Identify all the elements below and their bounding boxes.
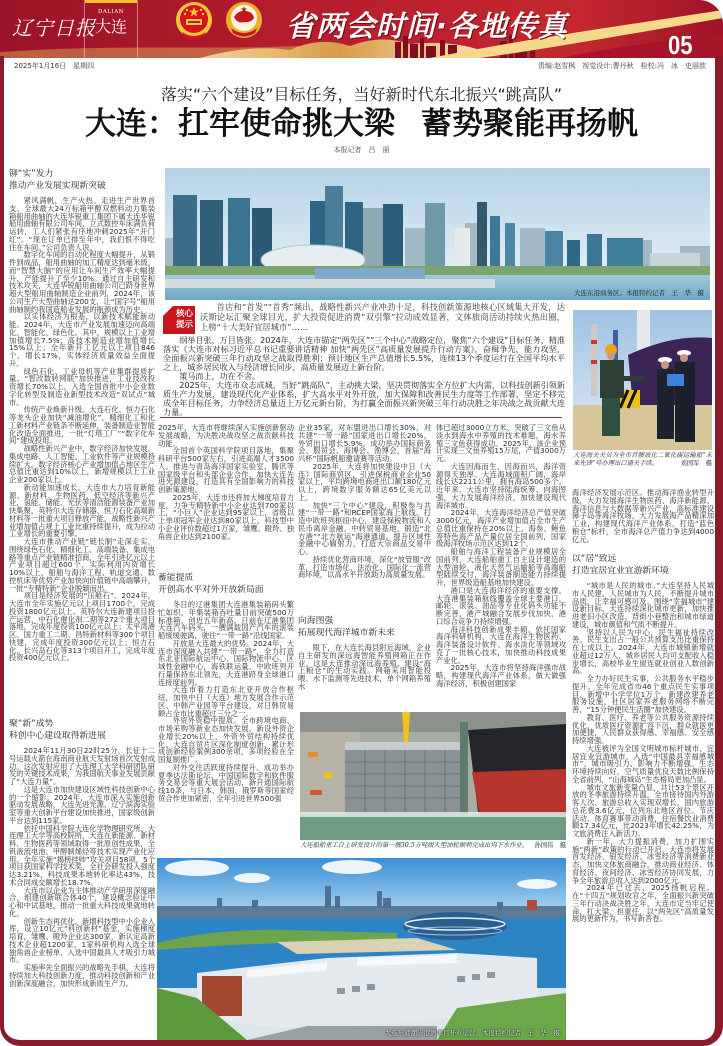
subhead-line: 向海图强 xyxy=(298,616,334,626)
paragraph: 持续优化营商环境，深化“放管服”改革，打造市场化、法治化、国际化一流营商环境，以高水平开放助力高质量发展。 xyxy=(298,554,431,580)
shipyard-image xyxy=(300,712,566,840)
photo-caption xyxy=(573,452,712,468)
paragraph: “城市是人民的城市。”大连坚持人民城市人民建、人民城市为人民，不断提升城市品质，让幸福可感可及。围绕“幸福城市”建设新目标，大连持续深化城市更新，加快推进老旧小区改造、背街小巷整治和城市绿道建设，城市颜值和气质不断提升。 xyxy=(572,581,714,629)
photo-caption xyxy=(574,289,704,297)
photo-credit: 本报特约记者 王 华 摄 xyxy=(482,1029,560,1037)
edition-tab xyxy=(85,0,137,3)
caption-text: 大连东港潮汐港湾项目开业运营。 xyxy=(384,1029,482,1037)
photo-customs-officers xyxy=(573,310,712,450)
section-subhead xyxy=(9,718,155,742)
caption-text: 大连船舶重工自主研发设计的第一艘30.5万吨级大型油轮顺利完成出坞下水作业。 xyxy=(300,842,529,849)
terminal-roof xyxy=(315,268,425,279)
paragraph: 大连因海而生、因海而兴，海洋资源得天独厚。大连海域面积广阔，海岸线长达2211公里，拥有海岛500多个。近年来，大连市坚持陆海统筹、向海图强，大力发展海洋经济，加快建设现代海洋城市。 xyxy=(436,461,566,510)
headline-part-1: 大连：扛牢使命挑大梁 xyxy=(85,106,395,142)
headline-kicker: 落实“六个建设”目标任务，当好新时代东北振兴“跳高队” xyxy=(160,85,563,104)
newspaper-masthead: 辽宁日报 xyxy=(12,16,96,40)
subhead-line: 开创高水平对外开放新局面 xyxy=(158,585,264,595)
subhead-line: 打造宜居宜业宜游新环境 xyxy=(572,566,669,576)
subhead-line: 铆“实”发力 xyxy=(9,169,54,179)
edition-name: 大连 xyxy=(94,17,127,36)
core-tip-badge xyxy=(163,306,195,334)
hull-block xyxy=(345,742,465,814)
section-divider xyxy=(160,417,562,418)
cppcc-emblem-icon xyxy=(224,0,264,40)
paragraph: 外贸外资稳中提质。全市跨境电商、市场采购等新业态加快发展，新设外资企业增长20%以上，外资外贸结构持续优化。大连自贸片区深化制度创新，累计形成创新经验案例300余项，多项经验在全国复制推广。 xyxy=(158,716,294,764)
paragraph: 海洋科技创新成果丰硕。依托国家海洋科研机构，大连在海洋生物医药、海洋装备设计软件、海水淡化等领域攻克了一批核心技术，加快推动科技成果产业化。 xyxy=(436,624,566,665)
customs-image xyxy=(573,310,712,450)
paragraph: 全力办好民生实事，公共服务水平稳步提升。全年完成省市46个重点民生实事项目，新增中小学学位1万个，新建改建养老服务设施，社区居家养老服务网络不断完善，“15分钟便民生活圈”加快建设。 xyxy=(572,674,714,714)
paragraph: 大连市推动产业链“链长制”走深走实，围绕绿色石化、精细化工、高端装备、集成电路等重点产业链精准招商，全年引进亿元以上产业项目超过600个，实际利用内资增长10%以上，船舶与海洋工程、轨道交通、数控机床等优势产业加快向价值链中高端攀升，一批“专精特新”企业脱颖而出。 xyxy=(9,537,155,593)
lede-paragraph: 2025年，大连市众志成城，当好“跳高队”，主动挑大梁，坚决贯彻落实全方位扩大内需，以科技创新引领新质生产力发展，建设现代化产业体系，扩大高水平对外开放，加大保障和改善民生力度等工作部署，坚定不移完成全年目标任务，力争经济总量迈上万亿元新台阶，为打赢全面振兴新突破三年行动决胜之年决战之战贡献大连力量。 xyxy=(163,379,565,417)
edition-box xyxy=(84,0,138,58)
column-2-bottom xyxy=(158,570,294,850)
paragraph: 港口是大连海洋经济的重要支撑。大连港集装箱航线覆盖全球主要港口，邮轮、滚装、油品等专业化码头功能不断完善，港产城融合发展步伐加快，港口综合竞争力持续增强。 xyxy=(436,585,566,626)
photo-waterfront-complex xyxy=(157,858,566,1040)
paragraph: 传统产业焕新升级。大连石化、恒力石化等龙头企业加快“减油增化”，精细化工和化工新材料产业链条不断延伸，装备制造业智能化改造全面推进，一批“灯塔工厂”“数字化车间”建成投用。 xyxy=(9,405,155,446)
waterfront-image xyxy=(157,858,566,1040)
photo-credit: 本报特约记者 王 华 摄 xyxy=(626,289,704,297)
paragraph: 2025年，大连市还将加大梯度培育力度，力争专精特新中小企业达到700家以上，“小巨人”企业达到95家以上，省级以上单项冠军企业达到80家以上，科技型中小企业评价数超过1万家，雏鹰、瞪羚、独角兽企业达到2100家。 xyxy=(158,492,294,541)
page-banner xyxy=(0,0,723,58)
article-lede xyxy=(163,336,565,417)
paragraph: 教育、医疗、养老等公共服务资源持续优化，优质医疗资源扩容下沉，群众就医更加便捷，人民群众获得感、幸福感、安全感持续增强。 xyxy=(572,712,714,745)
paragraph: 加快“三个中心”建设，积极参与共建“一带一路”和RCEP国家海上航线。打造中欧班列枢纽中心，建设保税物流和人民币离岸金融、中转贸易基地，锻造“北方港”“北方航运”海港通道。提升区域性金融中心辐射力，打造大宗商品交易中心。 xyxy=(298,500,431,556)
section-subhead xyxy=(9,168,155,192)
photo-business-district xyxy=(165,168,710,300)
subhead-line: 聚“新”成势 xyxy=(9,719,54,729)
paragraph: 2024年11月30日22时25分，长征十二号运载火箭在海南商业航天发射场首次发射成功。这次发射应用了大连理工大学科研团队研发的关键技术成果，为我国航天事业发展贡献了“大连力量”。 xyxy=(9,746,155,786)
core-tip-text: 首店和“首发”“首秀”频出，战略性新兴产业冲劲十足，科技创新策源地核心区域集大开发，达沃斯论坛汇聚全球目光，扩大投资促进消费“双引擎”拉动成效显著，文体旅商活动持续火热出圈，上榜“十大美好宜居城市”…… xyxy=(200,302,565,332)
subhead-line: 以“居”致远 xyxy=(572,554,617,564)
paragraph: 2025年，大连市将继续深入实施创新驱动发展战略，为决胜决战攻坚之战贡献科技动能。 xyxy=(158,424,294,448)
column-1-top xyxy=(9,166,155,712)
photo-shipyard xyxy=(300,712,566,840)
paragraph: 创新生态再优化。新增科技型中小企业入库，设立10亿元“科创新材”基金，实施梯度培育，雏鹰、瞪羚企业达300家，新认定高新技术企业超1200家，1家科研机构入选全球独角兽企业榜单，入选中国最具人才吸引力城市。 xyxy=(9,916,155,965)
skyline-image xyxy=(165,168,710,300)
paragraph: 绿色石化、工业母机等产业集群提质扩量。“智改数转网联”加快推进，工业技改投资增长70%以上，入选全国首批中小企业数字化转型及制造业新型技术改造“双试点”城市。 xyxy=(9,366,155,407)
paragraph: 新一年，大力提振消费，加力扩围实施“两新”政策的行动已开启。大连市将发展首发经济、银发经济、冰雪经济等消费新业态，加快文体旅商融合，推动商业经济、体育经济、夜间经济、冰雪经济协同发展，力争全年旅游总收入达到2000亿元。 xyxy=(572,836,714,885)
column-4 xyxy=(436,424,566,710)
paragraph: 眼下，在大连长海县附近海域，企业自主研发的深远海智能养殖网箱正在作业。这是大连推动深远海养殖、建设“海上粮仓”的生动实践。网箱采用智能投喂、水下监测等先进技术，单个网箱养殖水 xyxy=(298,643,431,691)
column-2-top xyxy=(158,424,294,569)
paragraph: 体已超过3000立方米，突破了三文鱼从淡水到海水中养殖的技术难题，海水养殖三文鱼获得成功。2025年，该企业预计实现三文鱼养殖15万尾，产值3000万元。 xyxy=(436,424,566,463)
column-1-bottom xyxy=(9,716,155,1036)
section-subhead xyxy=(572,553,714,577)
paragraph: 这是大连市加快建设区域性科技创新中心的一个缩影。2024年，大连市深入实施创新驱动发展战略，大连先进光源、辽宁滨海实验室等重大创新平台建设加快推进，国家级创新平台达到115家。 xyxy=(9,784,155,825)
paragraph: 项目是经济发展的“压舱石”。2024年，大连市全年实施亿元以上项目1700个，完成投资1800亿元以上。英特尔大连新建项目投产运营，中石化催化剂二期等272个重大项目落地，完成年度投资100亿元以上；太平湾港区、国力重工二期、昌特新材料等300个项目快建，完成年度投资300亿元以上；恒力石化、长兴岛石化等313个项目开工，完成年度投资400亿元以上。 xyxy=(9,591,155,663)
core-tip-label-bottom: 提示 xyxy=(175,320,193,330)
paragraph: 依托中国科学院大连化学物理研究所、大连理工大学等高校院所，大连在新能源、新材料、生物医药等领域取得一批原创性成果，全钒液流电池、甲醇制烯烃等技术实现产业化应用。全年实施“揭榜挂帅”攻关项目58项，5个项目获国家科学技术奖，全社会研发投入强度达3.21%，科技成果本地转化率达43%，技术合同成交额增长18.7%。 xyxy=(9,823,155,887)
paragraph: 全国首个英国科学院项目落地，集聚科研平台500家左右，引进高端人才3500人。推进与青岛海洋国家实验室、腾讯等国家级平台和头部企业合作，加快大连先进光源建设，打造具有全国影响力的科技创新策源地。 xyxy=(158,446,294,494)
paragraph: 战略性新兴产业中，数字经济加快发展，集成电路、人工智能、工业软件等产业规模持续扩大，数字经济核心产业增加值占地区生产总值比重达到10%以上，新增规模以上工业企业200家以上。 xyxy=(9,444,155,484)
paragraph: 以实体经济为根基，以新技术赋能新动能。2024年，大连市产业发展加速迈向高端化、智能化、绿色化。其中，规模以上工业增加值增长7.5%；高技术制造业增加值增长15%以上；全年新开工亿元以上项目846个、增长17%，实体经济质量效益全面提升。 xyxy=(9,312,155,368)
headline-part-2: 蓄势聚能再扬帆 xyxy=(421,106,638,142)
caption-text: 大连海关关员为全市首艘液化二氧化碳运输船“未来先锋”号办理出口通关手续。 xyxy=(573,452,712,468)
issue-date: 2025年1月16日 星期四 xyxy=(14,62,95,70)
paragraph: 2024年，大连海洋经济总产值突破3000亿元，海洋产业增加值占全市生产总值比重保持在20%以上。海参、鲍鱼等特色海产品产量位居全国前列，国家级海洋牧场示范区达到12个。 xyxy=(436,508,566,549)
section-subhead xyxy=(298,615,431,639)
photo-credit: 孙国伟 摄 xyxy=(534,842,566,849)
paragraph: 大连市着力打造东北亚开放合作枢纽，加快中日（大连）地方发展合作示范区、中韩产业园等平台建设，对日韩贸易额占全市比重超过三分之一。 xyxy=(158,685,294,718)
paragraph: 海洋经济发展示范区。推动海洋渔业转型升级，大力发展海洋生物医药、海洋新能源、海洋信息与大数据等新兴产业，高标准建设獐子岛等海洋牧场，大力发展海产品精深加工业，构建现代海洋产业体系，打造“蓝色粮仓”标杆，全市海洋总产值力争达到4000亿元。 xyxy=(572,489,714,544)
paragraph: 2025年，大连将加快建设中日（大连）国际商贸区，引进保税商业企业50家以上，平均跨境电商进出口额180亿元以上，跨境数字服务额达65亿美元以上。 xyxy=(298,461,431,502)
column-3-top xyxy=(298,424,431,612)
paragraph: 大连市以企业为主体推动产学研用深度融合，组建创新联合体40个，建设概念验证中心和中试基地，推动一批重大科技成果就地转化。 xyxy=(9,885,155,918)
lede-paragraph: 策马而上，功在不舍。 xyxy=(179,370,261,381)
lede-paragraph: 纲举目张，万目皆张。2024年，大连市锚定“两先区”“三个中心”战略定位，聚焦“六个建设”目标任务，精准落实《大连市对标习近平总书记重要讲话精神 加快“两先区”高质量发展提升行动方案》，奋楫争先，能力攻坚，全面振兴新突破三年行动攻坚之战取得胜利；预计地区生产总值增长5.5%，连续13个季度运行在全国平均水平之上，城乡居民收入与经济增长同步，高质量发展迈上新台阶。 xyxy=(163,335,565,372)
paragraph: 2024年已过去，2025扬帆启程。在“十四五”规划收官之年，全面振兴新突破三年行动决战决胜之年，大连市定当牢记使命，扛大梁、担重任，以“两先区”高质量发展的更新作为，书写新答卷。 xyxy=(572,883,714,924)
paragraph: 大连被评为全国文明城市标杆城市、宜居宜业宜游城市，入选“中国最具幸福感城市”，城市吸引力、影响力不断增强。生态环境持续向好，空气质量优良天数比例保持全省前列，“山海城岛”生态格局更加凸显。 xyxy=(572,743,714,784)
editor-credits: 责编:赵雪枫 视觉设计:曹丹秋 检校:冯 冰 史丽歆 xyxy=(537,62,706,70)
edition-english: DALIAN xyxy=(98,9,124,15)
page-number: 05 xyxy=(668,30,693,58)
column-3-bottom xyxy=(298,613,431,710)
paragraph: 2025年，大连市将坚持海洋强市战略，构建现代海洋产业体系，做大做强海洋经济，积极创建国家 xyxy=(436,663,566,688)
paragraph: 对外交往活跃度持续提升。成功举办夏季达沃斯论坛、中国国际数字和软件服务交易会等重大展会活动，新开通国际航线10条，与日本、韩国、俄罗斯等国家经贸合作更加紧密，全年引进世界500强 xyxy=(158,762,294,803)
photo-caption xyxy=(300,842,566,850)
paragraph: 企业35家，对东盟进出口增长30%，对共建“一带一路”国家进出口增长20%，外贸出口增长5.9%。成功举办国际商务会、服贸会、海博会、渔博会，首届“海兴杯”国际帆船邀请赛等活动。 xyxy=(298,424,431,463)
paragraph: 开放是大连最大的优势。2024年，大连市深度融入共建“一带一路”，全力打造东北亚国际航运中心、国际物流中心、区域性金融中心，海铁联运量、中欧班列开行量保持东北领先，大连港跻身全球港口连接度前列。 xyxy=(158,638,294,687)
subhead-line: 拓展现代海洋城市新未来 xyxy=(298,628,395,638)
national-emblem-icon xyxy=(174,0,214,40)
caption-text: 大连东港商务区。 xyxy=(574,289,626,297)
core-tip-label-top: 核心 xyxy=(175,309,193,319)
photo-credit: 刘国军 摄 xyxy=(680,460,712,468)
photo-caption xyxy=(385,1029,561,1037)
byline: 本报记者 吕 丽 xyxy=(333,146,390,154)
officer-figures xyxy=(657,350,695,442)
pier xyxy=(165,279,495,288)
column-5-bottom xyxy=(572,551,714,1034)
section-subhead xyxy=(158,572,294,596)
subhead-line: 科创中心建设取得新进展 xyxy=(9,731,106,741)
paragraph: 坚持以人民为中心，民生福祉持续改善。民生支出占一般公共预算支出比重保持在七成以上。2024年，大连市城镇新增就业超过12万人，城乡居民人均可支配收入稳步增长，高校毕业生留连就业创业人数创新高。 xyxy=(572,627,714,676)
paragraph: 新动能加速成长。大连市大力培育新能源、新材料、生物医药、低空经济等新兴产业，氢能、储能、光伏等清洁能源装备产业加快集聚，英特尔大连存储器、恒力石化高端新材料等一批重大项目释放产能，战略性新兴产业增加值占规上工业比重持续提升，成为拉动工业增长的重要引擎。 xyxy=(9,482,155,539)
tree-line xyxy=(165,266,710,275)
subhead-line: 推动产业发展实现新突破 xyxy=(9,181,106,191)
paragraph: 实施率先全面振兴的战略先手棋，大连将持续加大科技创新力度，推动科技创新和产业创新深度融合，加快形成新质生产力。 xyxy=(9,963,155,988)
paragraph: 紧风满帆，生产火热。走进生产世界首支、全球最大24万标箱甲醇双燃料动力集装箱船用曲轴的大连华锐重工集团下属大连华锐船用曲轴有限公司车间，立式数控车床满负荷运转，工人们紧张有序地冲刺2025年“开门红”。“现在订单已排至年中，我们恨不得吃住在车间。”公司负责人说。 xyxy=(9,196,155,252)
main-headline xyxy=(0,105,723,143)
column-5-top xyxy=(572,489,714,549)
paragraph: 船舶与海洋工程装备产业规模居全国前列，大连船舶重工自主设计建造的大型油轮、液化天然气运输船等高端船型陆续交付，海洋装备制造能力持续提升，世界级造船基地加快建设。 xyxy=(436,547,566,587)
paragraph: 城市文旅新变量凸显，共计53个景区开放的冬季旅游持续升温，全市接待国内外游客人次、旅游总收入实现双增长，国内旅游总花费3.6亿元，位列东北地区首位。节庆活动、体育赛事带动消费，住宿餐饮业消费额17.34亿元，比2023年增长42.25%，为文旅消费注入新活力。 xyxy=(572,782,714,838)
paragraph: 冬日的辽港集团大连港集装箱码头繁忙如织，年集装箱吞吐量目前突破500万标准箱，创近五年新高。日前在辽港集团大连汽车码头，一艘满载国产汽车的滚装船缓缓驶离，驶往“一带一路”沿线国家。 xyxy=(158,600,294,640)
section-title: 省两会时间·各地传真 xyxy=(286,9,569,43)
subhead-line: 蓄能提质 xyxy=(158,573,194,583)
paragraph: 数字化车间的自动化程度大幅提升，从锻件到成品，船用曲轴的加工精度达到毫米级，而“智慧大脑”的应用让车间生产效率大幅提升，产能提升了至少10%。通过自主研发和技术攻关，大连华锐船用曲轴公司已跻身世界超大型船用曲轴制造企业前列，2024年，该公司生产大型曲轴达200支，让“国字号”船用曲轴制约我国造船业发展的瓶颈成为历史。 xyxy=(9,250,155,314)
stadium xyxy=(403,912,507,940)
